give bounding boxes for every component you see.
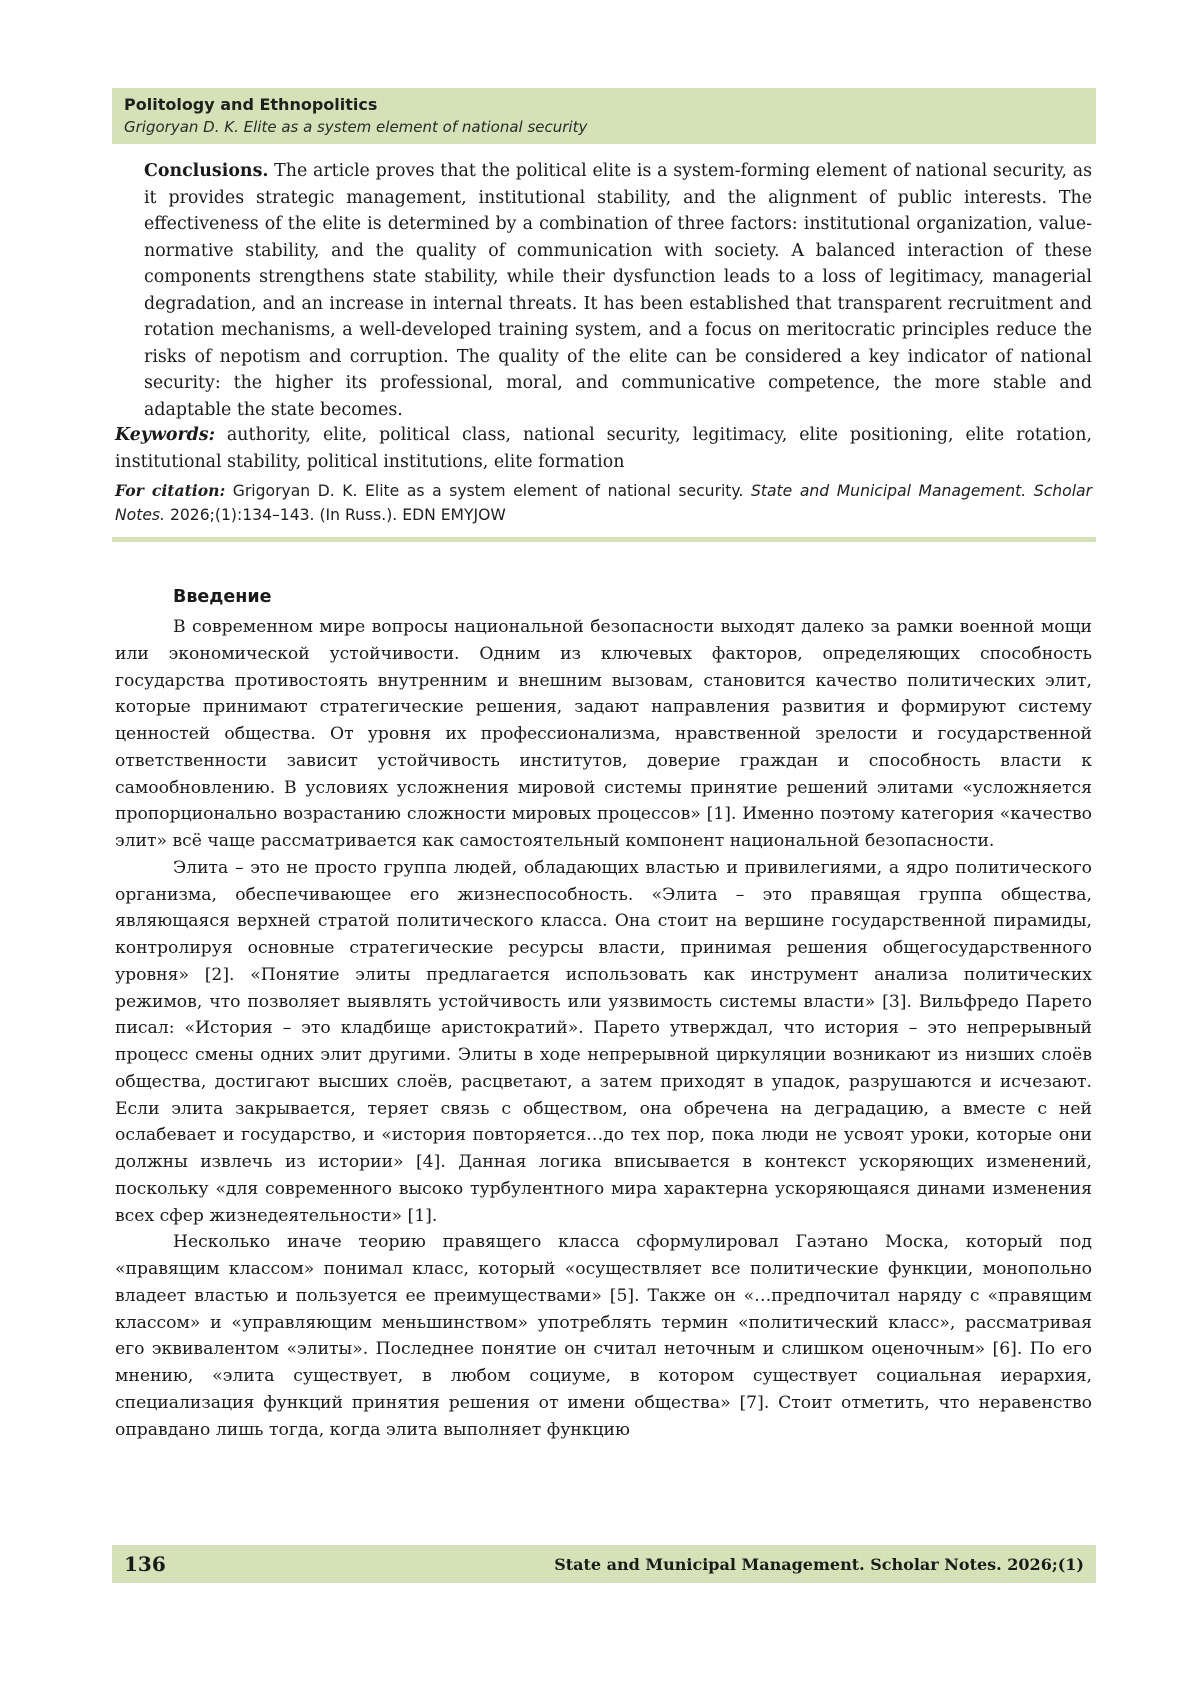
- section-divider: [112, 537, 1096, 542]
- running-header: [112, 88, 1096, 144]
- footer-journal: State and Municipal Management. Scholar Notes. 2026;(1): [554, 1554, 1084, 1574]
- paragraph: Элита – это не просто группа людей, обладающих властью и привилегиями, а ядро политического организма, обеспечивающее его жизнеспособность. «Элита – это правящая группа общества, являющаяся верхней стратой политического класса. Она стоит на вершине государственной пирамиды, контролируя основные стратегические ресурсы власти, принимая решения общегосударственного уровня» [2]. «Понятие элиты предлагается использовать как инструмент анализа политических режимов, что позволяет выявлять устойчивость или уязвимость системы власти» [3]. Вильфредо Парето писал: «История – это кладбище аристократий». Парето утверждал, что история – это непрерывный процесс смены одних элит другими. Элиты в ходе непрерывной циркуляции возникают из низших слоёв общества, достигают высших слоёв, расцветают, а затем приходят в упадок, разрушаются и исчезают. Если элита закрывается, теряет связь с обществом, она обречена на деградацию, а вместе с ней ослабевает и государство, и «история повторяется…до тех пор, пока люди не усвоят уроки, которые они должны извлечь из истории» [4]. Данная логика вписывается в контекст ускоряющих изменений, поскольку «для современного высоко турбулентного мира характерна ускоряющаяся динами изменения всех сфер жизнедеятельности» [1].: [115, 857, 1092, 1226]
- citation-journal: State and Municipal Management. Scholar Notes.: [115, 482, 1092, 524]
- running-title: Grigoryan D. K. Elite as a system element of national security: [124, 118, 588, 136]
- running-footer: [112, 1545, 1096, 1583]
- citation-text-2: 2026;(1):134–143. (In Russ.). EDN EMYJOW: [165, 506, 506, 524]
- keywords: [115, 422, 1092, 475]
- keywords-label: Keywords:: [115, 425, 216, 445]
- citation: [115, 479, 1092, 527]
- section-title: Politology and Ethnopolitics: [124, 95, 378, 114]
- conclusions-label: Conclusions.: [144, 161, 269, 181]
- body-text: [115, 614, 1092, 1443]
- conclusions-text: The article proves that the political elite is a system-forming element of national security, as it provides strategic management, institutional stability, and the alignment of public interests. The effectiveness of the elite is determined by a combination of three factors: institutional organization, value-normative stability, and the quality of communication with society. A balanced interaction of these components strengthens state stability, while their dysfunction leads to a loss of legitimacy, managerial degradation, and an increase in internal threats. It has been established that transparent recruitment and rotation mechanisms, a well-developed training system, and a focus on meritocratic principles reduce the risks of nepotism and corruption. The quality of the elite can be considered a key indicator of national security: the higher its professional, moral, and communicative competence, the more stable and adaptable the state becomes.: [144, 161, 1092, 420]
- citation-text-1: Grigoryan D. K. Elite as a system element of national security.: [225, 482, 751, 500]
- section-heading-introduction: Введение: [173, 587, 272, 607]
- paragraph: В современном мире вопросы национальной безопасности выходят далеко за рамки военной мощи или экономической устойчивости. Одним из ключевых факторов, определяющих способность государства противостоять внутренним и внешним вызовам, становится качество политических элит, которые принимают стратегические решения, задают направления развития и формируют систему ценностей общества. От уровня их профессионализма, нравственной зрелости и государственной ответственности зависит устойчивость институтов, доверие граждан и способность власти к самообновлению. В условиях усложнения мировой системы принятие решений элитами «усложняется пропорционально возрастанию сложности мировых процессов» [1]. Именно поэтому категория «качество элит» всё чаще рассматривается как самостоятельный компонент национальной безопасности.: [115, 617, 1092, 851]
- citation-label: For citation:: [115, 481, 226, 500]
- page-number: 136: [124, 1552, 166, 1576]
- keywords-text: authority, elite, political class, national security, legitimacy, elite positioning, elite rotation, institutional stability, political institutions, elite formation: [115, 425, 1092, 472]
- paragraph: Несколько иначе теорию правящего класса сформулировал Гаэтано Моска, который под «правящим классом» понимал класс, который «осуществляет все политические функции, монопольно владеет властью и пользуется ее преимуществами» [5]. Также он «…предпочитал наряду с «правящим классом» и «управляющим меньшинством» употреблять термин «политический класс», рассматривая его эквивалентом «элиты». Последнее понятие он считал неточным и слишком оценочным» [6]. По его мнению, «элита существует, в любом социуме, в котором существует социальная иерархия, специализация функций принятия решения от имени общества» [7]. Стоит отметить, что неравенство оправдано лишь тогда, когда элита выполняет функцию: [115, 1232, 1092, 1440]
- abstract-conclusions: [144, 158, 1092, 423]
